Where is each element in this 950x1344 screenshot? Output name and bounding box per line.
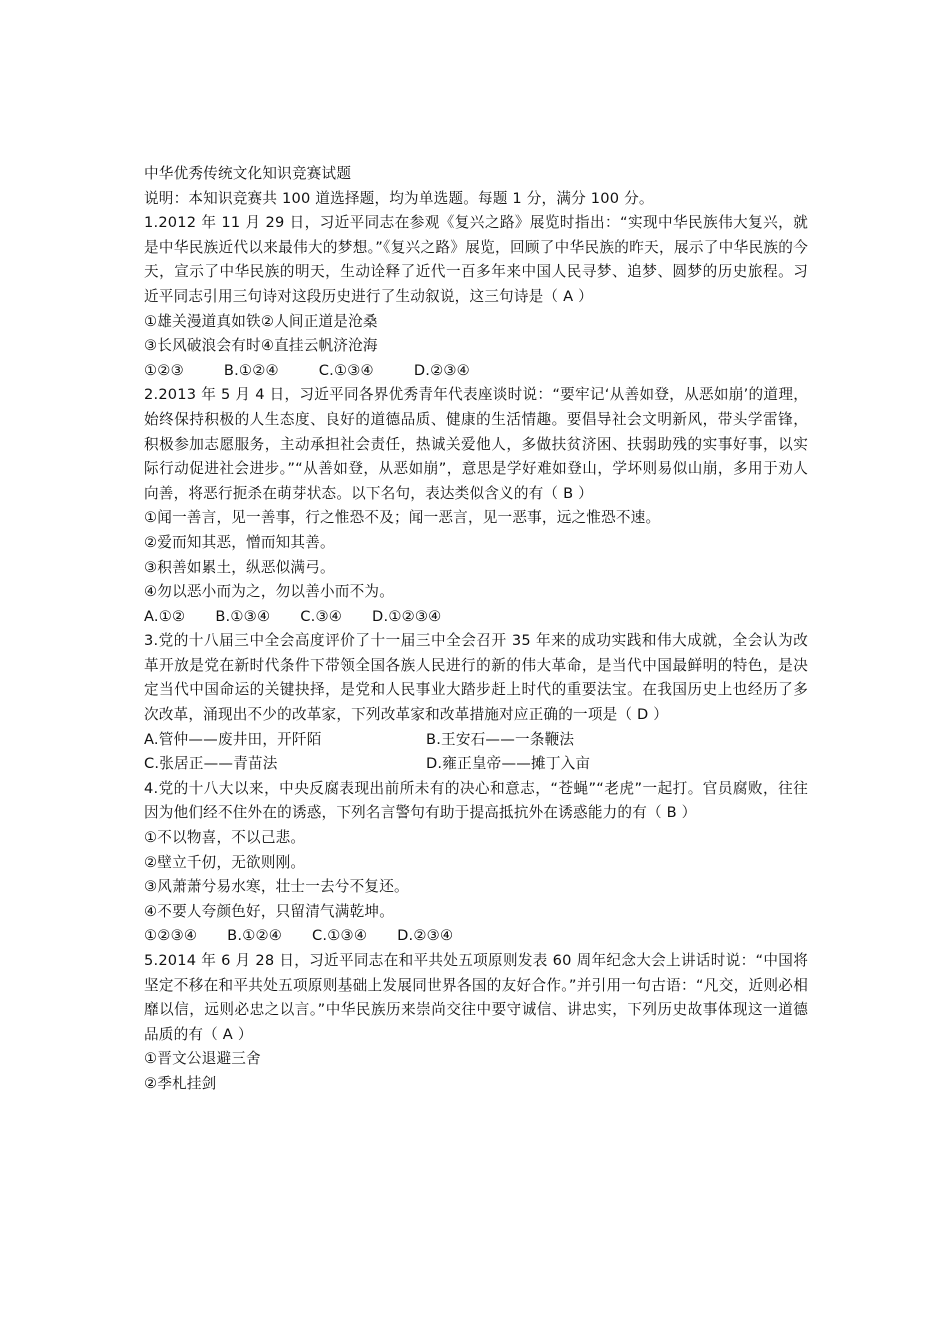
question-item: ②壁立千仞，无欲则刚。 bbox=[144, 853, 306, 871]
question-stem: 1.2012 年 11 月 29 日，习近平同志在参观《复兴之路》展览时指出：“实现中华民族伟大复兴，就是中华民族近代以来最伟大的梦想。”《复兴之路》展览，回顾了中华民族的昨天，展示了中华民族的今天，宣示了中华民族的明天，生动诠释了近代一百多年来中国人民寻梦、追梦、圆梦的历史旅程。习近平同志引用三句诗对这段历史进行了生动叙说，这三句诗是（ A ） bbox=[144, 214, 808, 305]
question-item: ②爱而知其恶，憎而知其善。 bbox=[144, 533, 335, 551]
option-d: D.雍正皇帝——摊丁入亩 bbox=[426, 755, 591, 773]
answer-options bbox=[144, 605, 808, 630]
option-c: C.③④ bbox=[300, 607, 343, 625]
question-item: ③风萧萧兮易水寒，壮士一去兮不复还。 bbox=[144, 878, 409, 896]
question-item: ④勿以恶小而为之，勿以善小而不为。 bbox=[144, 583, 394, 601]
instructions: 说明：本知识竞赛共 100 道选择题，均为单选题。每题 1 分，满分 100 分。 bbox=[144, 189, 654, 207]
question-stem: 3.党的十八届三中全会高度评价了十一届三中全会召开 35 年来的成功实践和伟大成就，全会认为改革开放是党在新时代条件下带领全国各族人民进行的新的伟大革命，是当代中国最鲜明的特色，是决定当代中国命运的关键抉择，是党和人民事业大踏步赶上时代的重要法宝。在我国历史上也经历了多次改革，涌现出不少的改革家，下列改革家和改革措施对应正确的一项是（ D ） bbox=[144, 632, 808, 724]
option-a: A.管仲——废井田，开阡陌 bbox=[144, 730, 322, 748]
question-4 bbox=[144, 777, 808, 949]
question-item: ①雄关漫道真如铁②人间正道是沧桑 bbox=[144, 312, 378, 330]
option-b: B.①②④ bbox=[227, 927, 283, 945]
answer-options bbox=[144, 924, 808, 949]
question-item: ④不要人夸颜色好，只留清气满乾坤。 bbox=[144, 902, 394, 920]
option-b: B.①③④ bbox=[215, 607, 271, 625]
option-d: D.①②③④ bbox=[372, 607, 442, 625]
document-title: 中华优秀传统文化知识竞赛试题 bbox=[144, 165, 352, 182]
document-body bbox=[144, 162, 808, 1097]
answer-options bbox=[144, 728, 808, 753]
option-a: ①②③ bbox=[144, 361, 184, 379]
question-item: ①不以物喜，不以己悲。 bbox=[144, 829, 306, 847]
question-2 bbox=[144, 383, 808, 629]
option-d: D.②③④ bbox=[397, 927, 454, 945]
question-item: ②季札挂剑 bbox=[144, 1074, 217, 1092]
question-5 bbox=[144, 949, 808, 1097]
answer-options bbox=[144, 359, 808, 384]
question-item: ③积善如累土，纵恶似满弓。 bbox=[144, 558, 335, 576]
option-a: ①②③④ bbox=[144, 927, 198, 945]
option-c: C.①③④ bbox=[318, 361, 374, 379]
question-stem: 5.2014 年 6 月 28 日，习近平同志在和平共处五项原则发表 60 周年纪念大会上讲话时说：“中国将坚定不移在和平共处五项原则基础上发展同世界各国的友好合作。”并引用一句古语：“凡交，近则必相靡以信，远则必忠之以言。”中华民族历来崇尚交往中要守诚信、讲忠实，下列历史故事体现这一道德品质的有（ A ） bbox=[144, 952, 808, 1043]
option-c: C.张居正——青苗法 bbox=[144, 755, 278, 773]
option-d: D.②③④ bbox=[413, 361, 470, 379]
answer-options bbox=[144, 752, 808, 777]
question-stem: 2.2013 年 5 月 4 日，习近平同各界优秀青年代表座谈时说：“要牢记‘从善如登，从恶如崩’的道理，始终保持积极的人生态度、良好的道德品质、健康的生活情趣。要倡导社会文明新风，带头学雷锋，积极参加志愿服务，主动承担社会责任，热诚关爱他人，多做扶贫济困、扶弱助残的实事好事，以实际行动促进社会进步。”“从善如登，从恶如崩”，意思是学好难如登山，学坏则易似山崩，多用于劝人向善，将恶行扼杀在萌芽状态。以下名句，表达类似含义的有（ B ） bbox=[144, 386, 808, 502]
option-b: B.①②④ bbox=[223, 361, 279, 379]
option-c: C.①③④ bbox=[312, 927, 368, 945]
question-stem: 4.党的十八大以来，中央反腐表现出前所未有的决心和意志，“苍蝇”“老虎”一起打。官员腐败，往往因为他们经不住外在的诱惑，下列名言警句有助于提高抵抗外在诱惑能力的有（ B ） bbox=[144, 779, 808, 822]
question-item: ③长风破浪会有时④直挂云帆济沧海 bbox=[144, 337, 378, 355]
question-1 bbox=[144, 211, 808, 383]
question-item: ①晋文公退避三舍 bbox=[144, 1050, 261, 1068]
option-a: A.①② bbox=[144, 607, 186, 625]
question-item: ①闻一善言，见一善事，行之惟恐不及；闻一恶言，见一恶事，远之惟恐不速。 bbox=[144, 509, 661, 527]
question-3 bbox=[144, 629, 808, 777]
option-b: B.王安石——一条鞭法 bbox=[426, 730, 575, 748]
